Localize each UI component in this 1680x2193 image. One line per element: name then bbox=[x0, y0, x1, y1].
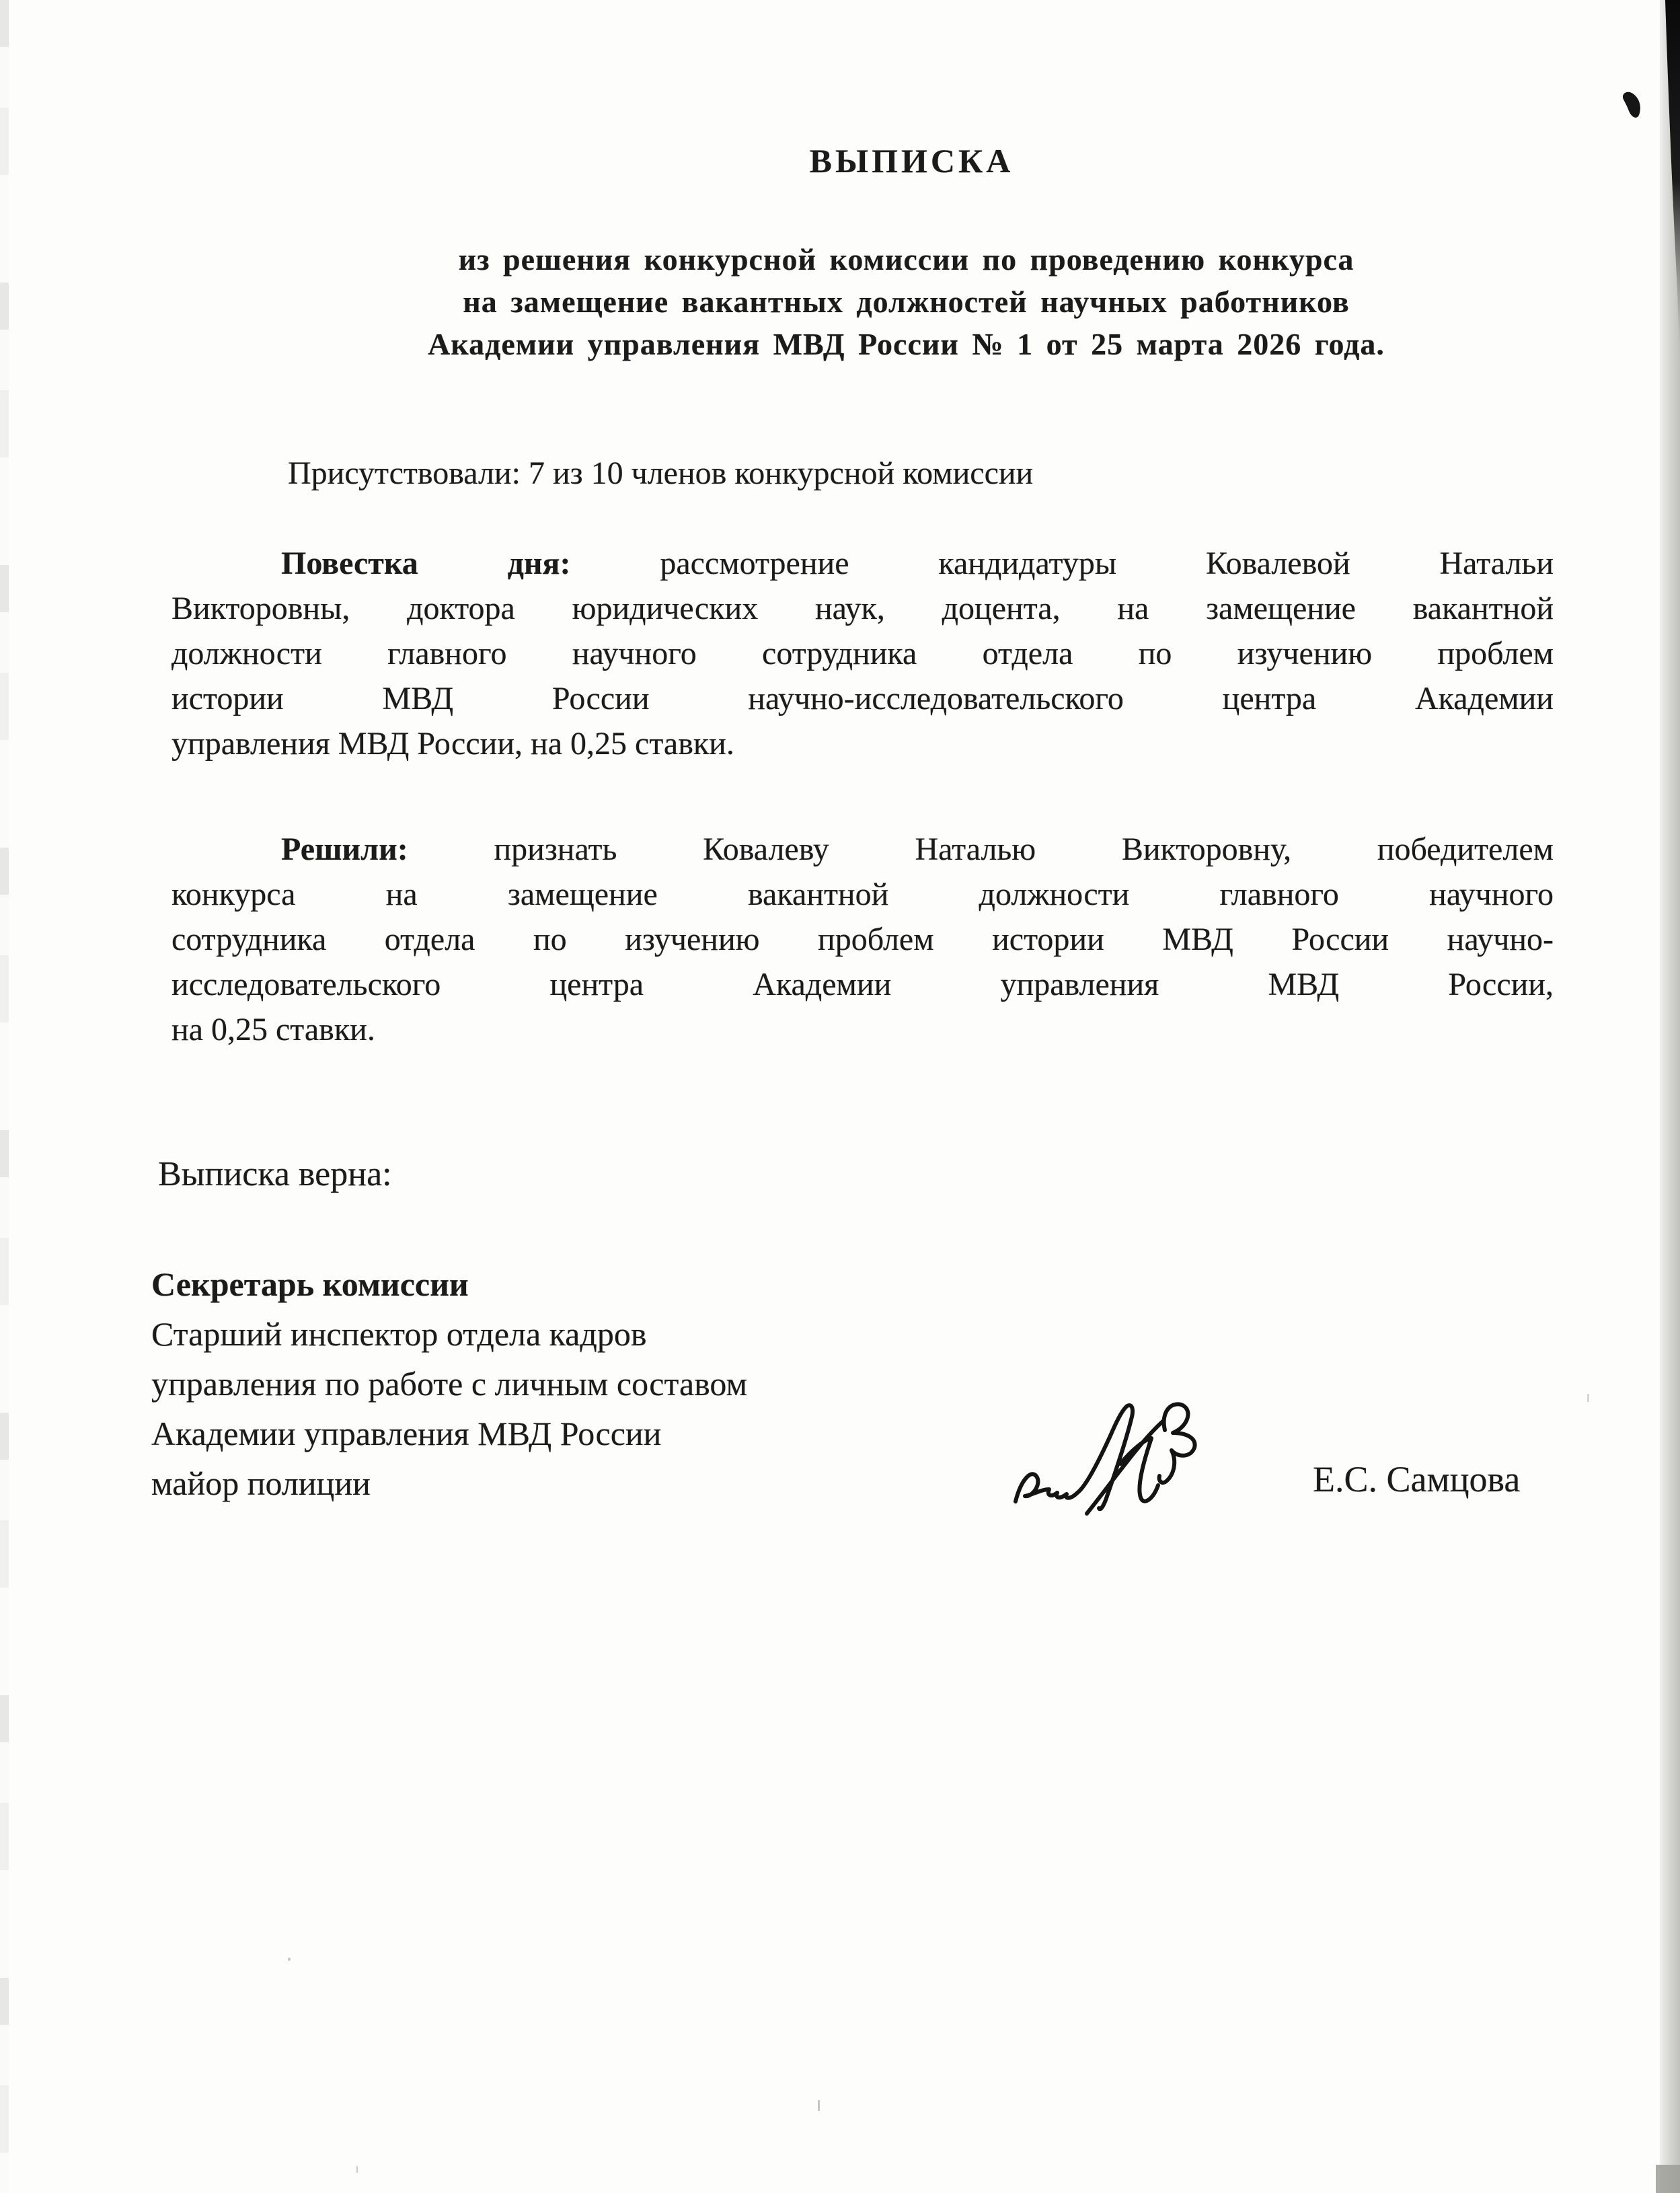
subtitle-line: Академии управления МВД России № 1 от 25 марта 2026 года. bbox=[428, 327, 1385, 361]
subtitle-line: из решения конкурсной комиссии по проведению конкурса bbox=[458, 242, 1354, 276]
signatory-role-line: Секретарь комиссии bbox=[151, 1265, 469, 1303]
resolution-line: на 0,25 ставки. bbox=[171, 1012, 375, 1047]
attendance-line: Присутствовали: 7 из 10 членов конкурсной комиссии bbox=[288, 455, 1034, 491]
document-title: ВЫПИСКА bbox=[809, 142, 1014, 180]
agenda-line: Викторовны, доктора юридических наук, доцента, на замещение вакантной bbox=[171, 591, 1554, 626]
resolution-line: сотрудника отдела по изучению проблем истории МВД России научно- bbox=[171, 922, 1554, 957]
agenda-line: должности главного научного сотрудника отдела по изучению проблем bbox=[171, 636, 1554, 671]
scan-speck bbox=[356, 2166, 358, 2173]
signatory-role-line: Академии управления МВД России bbox=[151, 1415, 662, 1452]
certification-line: Выписка верна: bbox=[158, 1155, 392, 1193]
resolution-paragraph bbox=[171, 827, 1554, 1052]
scan-speck bbox=[818, 2100, 820, 2111]
agenda-paragraph bbox=[171, 541, 1554, 766]
subtitle-line: на замещение вакантных должностей научных работников bbox=[463, 285, 1350, 319]
agenda-line bbox=[171, 541, 1554, 586]
resolution-line: исследовательского центра Академии управления МВД России, bbox=[171, 967, 1554, 1002]
signatory-name: Е.С. Самцова bbox=[1313, 1459, 1521, 1499]
agenda-line-text: рассмотрение кандидатуры Ковалевой Натальи bbox=[570, 546, 1554, 581]
signatory-role-line: майор полиции bbox=[151, 1464, 371, 1502]
signatory-role-line: управления по работе с личным составом bbox=[151, 1365, 748, 1403]
resolution-lead-label: Решили: bbox=[281, 831, 408, 867]
signature-scribble bbox=[1006, 1399, 1235, 1517]
resolution-line bbox=[171, 827, 1554, 872]
resolution-line-text: признать Ковалеву Наталью Викторовну, победителем bbox=[408, 831, 1554, 867]
scan-corner-patch bbox=[1656, 2165, 1680, 2193]
agenda-line: управления МВД России, на 0,25 ставки. bbox=[171, 726, 734, 761]
scan-speck bbox=[288, 1958, 291, 1961]
document-subtitle bbox=[171, 238, 1554, 365]
agenda-line: истории МВД России научно-исследовательского центра Академии bbox=[171, 681, 1554, 716]
signatory-role-line: Старший инспектор отдела кадров bbox=[151, 1315, 647, 1353]
resolution-line: конкурса на замещение вакантной должности главного научного bbox=[171, 877, 1554, 912]
agenda-lead-label: Повестка дня: bbox=[281, 546, 571, 581]
